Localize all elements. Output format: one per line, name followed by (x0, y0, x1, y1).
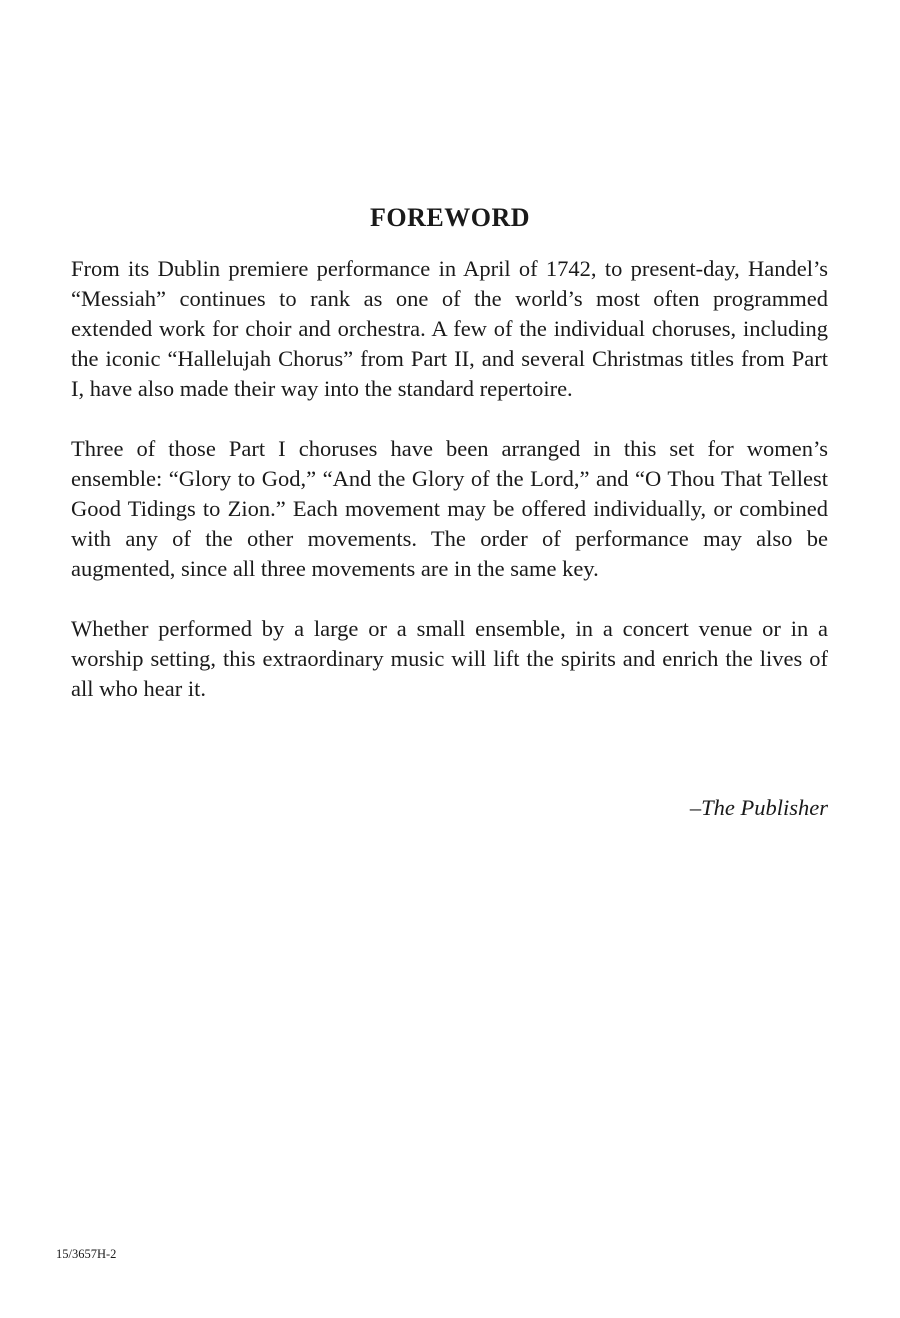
paragraph-closing: Whether performed by a large or a small ensemble, in a concert venue or in a worship setting, this extraordinary music will lift the spirits and enrich the lives of all who hear it. (71, 616, 828, 701)
foreword-body (71, 254, 828, 734)
publisher-signature: –The Publisher (689, 795, 828, 820)
paragraph-intro: From its Dublin premiere performance in April of 1742, to present-day, Handel’s “Messiah” continues to rank as one of the world’s most often programmed extended work for choir and orchestra. A few of the individual choruses, including the iconic “Hallelujah Chorus” from Part II, and several Christmas titles from Part I, have also made their way into the standard repertoire. (71, 256, 828, 401)
catalog-number: 15/3657H-2 (56, 1247, 117, 1261)
page-title: FOREWORD (370, 203, 530, 233)
paragraph-arrangements: Three of those Part I choruses have been arranged in this set for women’s ensemble: “Glory to God,” “And the Glory of the Lord,” and “O Thou That Tellest Good Tidings to Zion.” Each movement may be offered individually, or combined with any of the other movements. The order of performance may also be augmented, since all three movements are in the same key. (71, 436, 828, 581)
